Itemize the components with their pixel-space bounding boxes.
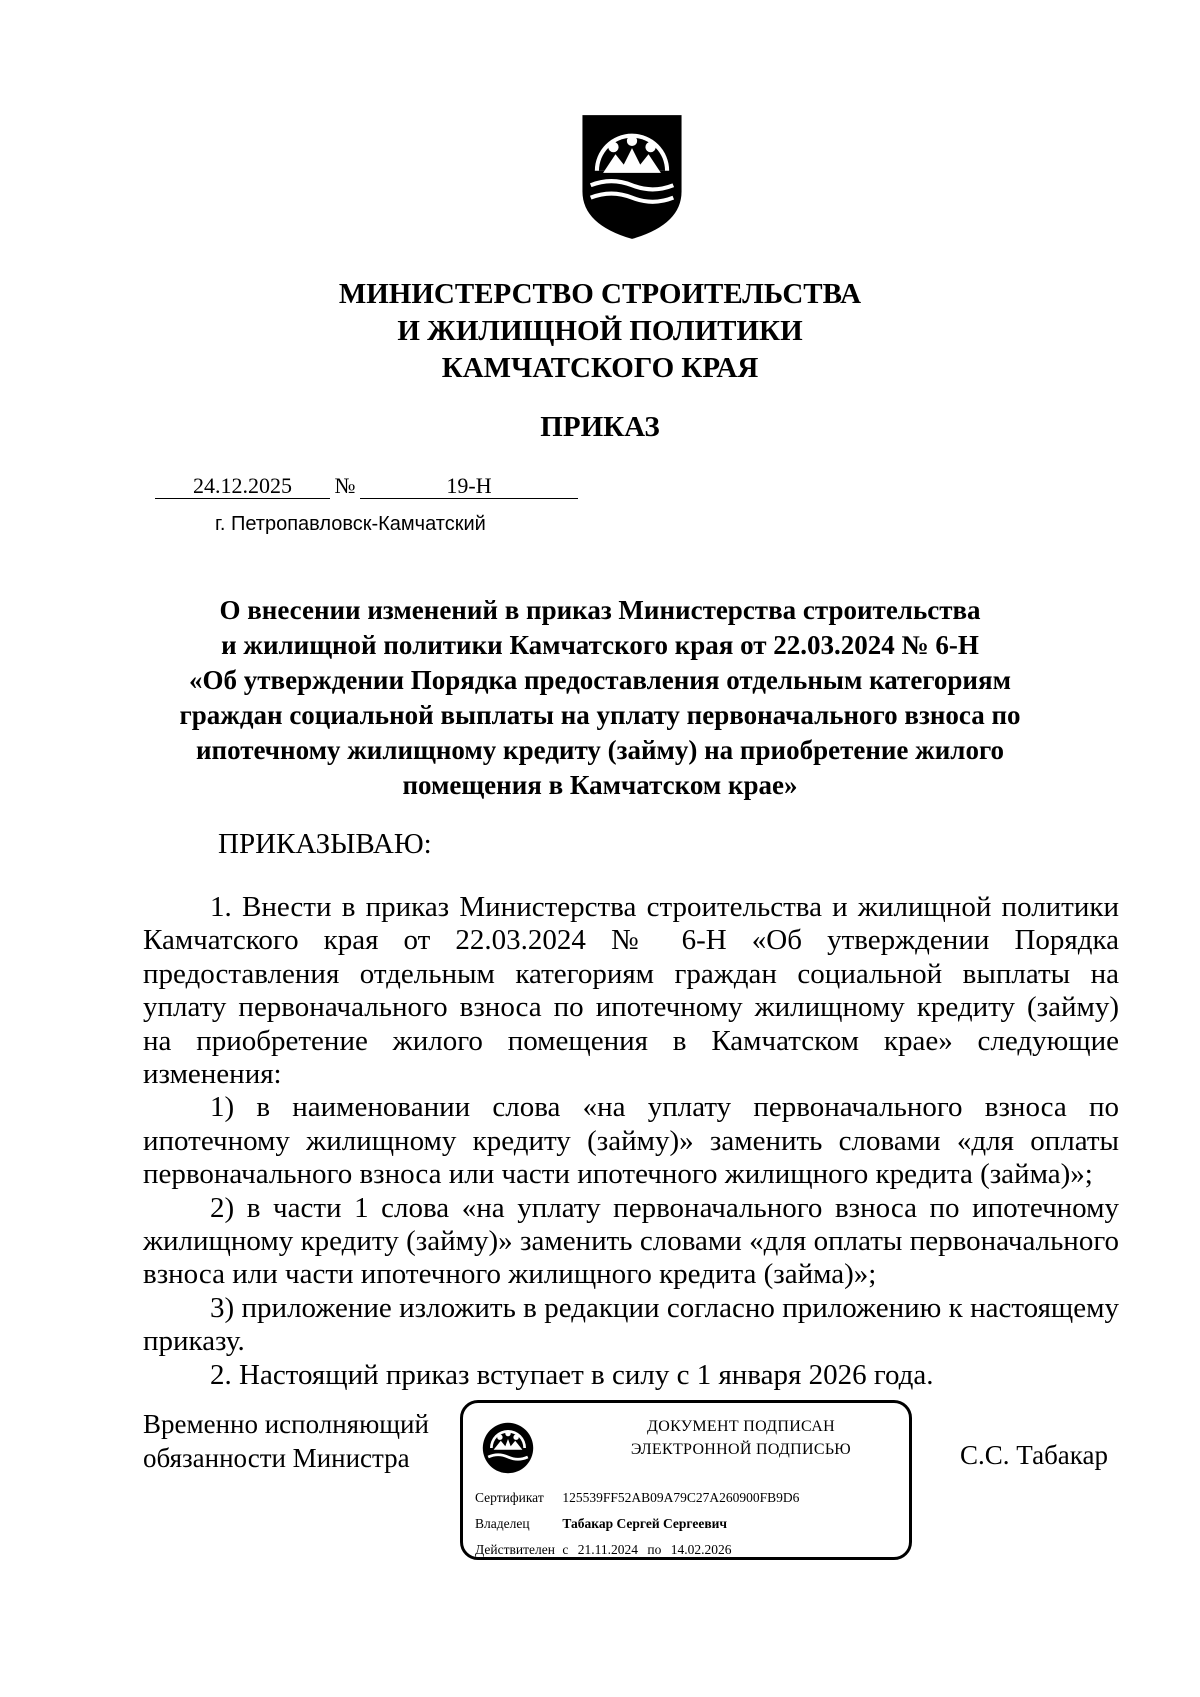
order-subject (150, 593, 1050, 803)
document-type: ПРИКАЗ (540, 411, 660, 443)
body-paragraph-1: 1. Внести в приказ Министерства строительства и жилищной политики Камчатского края от 22.03.2024 № 6-Н «Об утверждении Порядка предоставления отдельным категориям граждан социальной выплаты на уплату первоначального взноса по ипотечному жилищному кредиту (займу) на приобретение жилого помещения в Камчатском крае» следующие изменения: (143, 891, 1119, 1091)
subject-line-6: помещения в Камчатском крае» (402, 770, 798, 800)
subject-line-2: и жилищной политики Камчатского края от 22.03.2024 № 6-Н (221, 630, 979, 660)
city: г. Петропавловск-Камчатский (215, 513, 486, 535)
subject-line-5: ипотечному жилищному кредиту (займу) на приобретение жилого (195, 735, 1005, 765)
org-name-line-2: И ЖИЛИЩНОЙ ПОЛИТИКИ (397, 315, 803, 347)
signer-name: С.С. Табакар (960, 1440, 1108, 1470)
owner-value: Табакар Сергей Сергеевич (562, 1516, 728, 1531)
order-body (143, 891, 1119, 1392)
org-name-line-1: МИНИСТЕРСТВО СТРОИТЕЛЬСТВА (338, 278, 862, 310)
subject-line-1: О внесении изменений в приказ Министерства строительства (219, 595, 981, 625)
order-number-label: № (334, 473, 356, 498)
body-paragraph-3: 2) в части 1 слова «на уплату первоначального взноса по ипотечному жилищному кредиту (займу)» заменить словами «для оплаты первоначального взноса или части ипотечного жилищного кредита (займа)»; (143, 1191, 1119, 1291)
stamp-certificate-row (475, 1490, 799, 1506)
org-name-line-3: КАМЧАТСКОГО КРАЯ (441, 352, 759, 384)
body-paragraph-4: 3) приложение изложить в редакции согласно приложению к настоящему приказу. (143, 1291, 1119, 1358)
subject-line-3: «Об утверждении Порядка предоставления отдельным категориям (189, 665, 1011, 695)
order-word: ПРИКАЗЫВАЮ: (218, 828, 432, 860)
subject-line-4: граждан социальной выплаты на уплату первоначального взноса по (179, 700, 1021, 730)
body-paragraph-2: 1) в наименовании слова «на уплату первоначального взноса по ипотечному жилищному кредиту (займу)» заменить словами «для оплаты первоначального взноса или части ипотечного жилищного кредита (займа)»; (143, 1091, 1119, 1191)
certificate-label: Сертификат (475, 1490, 544, 1505)
stamp-emblem-icon (481, 1421, 535, 1475)
validity-label: Действителен (475, 1542, 555, 1557)
valid-to: 14.02.2026 (670, 1542, 732, 1557)
signer-title (143, 1407, 429, 1475)
stamp-title-line-2: ЭЛЕКТРОННОЙ ПОДПИСЬЮ (630, 1441, 852, 1458)
certificate-value: 125539FF52AB09A79C27A260900FB9D6 (562, 1490, 800, 1505)
stamp-title (581, 1415, 901, 1461)
electronic-signature-stamp (460, 1400, 912, 1560)
stamp-validity-row (475, 1542, 731, 1558)
signer-title-line-2: обязанности Министра (143, 1443, 410, 1473)
signer-title-line-1: Временно исполняющий (143, 1409, 429, 1439)
body-paragraph-5: 2. Настоящий приказ вступает в силу с 1 января 2026 года. (210, 1358, 934, 1391)
stamp-owner-row (475, 1516, 727, 1532)
coat-of-arms-emblem (580, 113, 684, 241)
valid-from: 21.11.2024 (577, 1542, 638, 1557)
valid-to-prefix: по (647, 1542, 662, 1557)
stamp-title-line-1: ДОКУМЕНТ ПОДПИСАН (647, 1418, 835, 1435)
order-date: 24.12.2025 (155, 474, 330, 499)
owner-label: Владелец (475, 1516, 530, 1531)
valid-from-prefix: с (562, 1542, 569, 1557)
order-number: 19-Н (360, 474, 578, 499)
ministry-header (200, 276, 1000, 387)
